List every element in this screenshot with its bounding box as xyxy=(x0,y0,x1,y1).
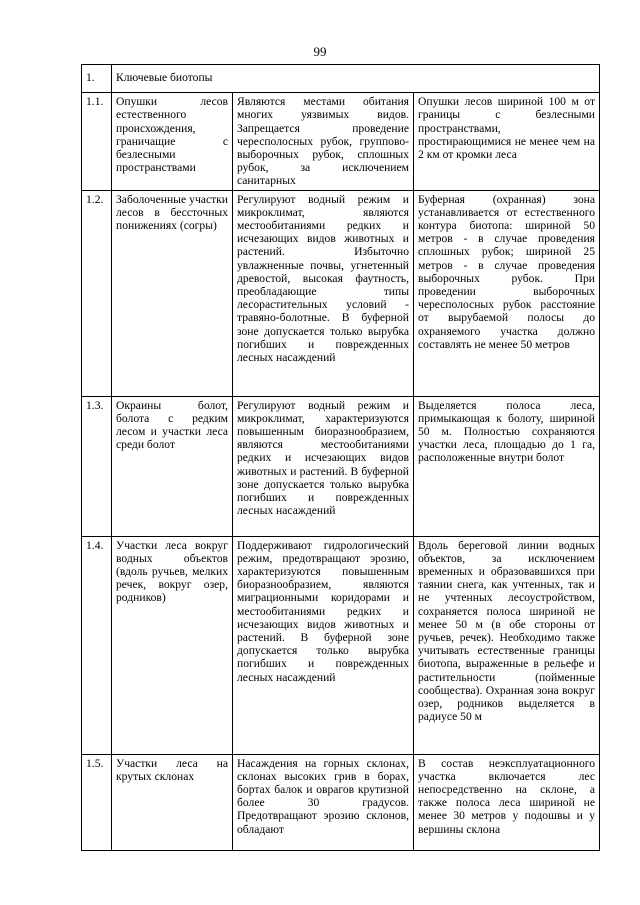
table-row xyxy=(82,536,600,754)
biotope-name: Опушки лесов естественного происхождения, граничащие с безлесными пространствами xyxy=(112,93,233,190)
table-row xyxy=(82,754,600,850)
biotopes-table xyxy=(81,64,600,851)
protection-zone: Выделяется полоса леса, примыкающая к болоту, шириной 50 м. Полностью сохраняются участки леса, площадью до 1 га, расположенные внутри болот xyxy=(414,396,600,536)
biotope-name: Окраины болот, болота с редким лесом и участки леса среди болот xyxy=(112,396,233,536)
protection-zone: В состав неэксплуатационного участка включается лес непосредственно на склоне, а также полоса леса шириной не менее 30 метров у подошвы и у вершины склона xyxy=(414,754,600,850)
biotope-name: Участки леса вокруг водных объектов (вдоль ручьев, мелких речек, вокруг озер, родников) xyxy=(112,536,233,754)
row-number: 1.3. xyxy=(82,396,112,536)
page-number: 99 xyxy=(313,44,327,59)
row-number: 1.4. xyxy=(82,536,112,754)
biotope-description: Регулируют водный режим и микроклимат, характеризуются повышенным биоразнообразием, являются местообитаниями редких и исчезающих видов животных и растений. В буферной зоне допускается только вырубка погибших и поврежденных лесных насаждений xyxy=(233,396,414,536)
table-row xyxy=(82,93,600,190)
table-row xyxy=(82,396,600,536)
section-row xyxy=(82,65,600,93)
row-number: 1.2. xyxy=(82,190,112,396)
row-number: 1.5. xyxy=(82,754,112,850)
biotope-description: Регулируют водный режим и микроклимат, являются местообитаниями редких и исчезающих видов животных и растений. Избыточно увлажненные почвы, угнетенный древостой, высокая фаутность, преобладающие типы лесорастительных условий - травяно-болотные. В буферной зоне допускается только вырубка погибших и поврежденных лесных насаждений xyxy=(233,190,414,396)
protection-zone: Вдоль береговой линии водных объектов, за исключением временных и образовавшихся при таянии снега, как учтенных, так и не учтенных лесоустройством, сохраняется полоса шириной не менее 50 м (в обе стороны от ручьев, речек). Необходимо также учитывать естественные границы биотопа, выраженные в рельефе и растительности (пойменные сообщества). Охранная зона вокруг озер, родников выделяется в радиусе 50 м xyxy=(414,536,600,754)
section-number: 1. xyxy=(82,65,112,93)
biotope-description: Являются местами обитания многих уязвимых видов. Запрещается проведение чересполосных рубок, группово-выборочных рубок, сплошных рубок, за исключением санитарных xyxy=(233,93,414,190)
protection-zone: Опушки лесов шириной 100 м от границы с безлесными пространствами, простирающимися не менее чем на 2 км от кромки леса xyxy=(414,93,600,190)
row-number: 1.1. xyxy=(82,93,112,190)
biotope-description: Поддерживают гидрологический режим, предотвращают эрозию, характеризуются повышенным биоразнообразием, являются миграционными коридорами и местообитаниями редких и исчезающих видов животных и растений. В буферной зоне допускается только вырубка погибших и поврежденных лесных насаждений xyxy=(233,536,414,754)
table-row xyxy=(82,190,600,396)
biotope-name: Заболоченные участки лесов в бессточных понижениях (согры) xyxy=(112,190,233,396)
biotope-description: Насаждения на горных склонах, склонах высоких грив в борах, бортах балок и оврагов крутизной более 30 градусов. Предотвращают эрозию склонов, обладают xyxy=(233,754,414,850)
protection-zone: Буферная (охранная) зона устанавливается от естественного контура биотопа: шириной 50 метров - в случае проведения сплошных рубок; шириной 25 метров - в случае проведения выборочных рубок. При проведении выборочных чересполосных рубок расстояние от вырубаемой полосы до охраняемого участка должно составлять не менее 50 метров xyxy=(414,190,600,396)
section-title: Ключевые биотопы xyxy=(112,65,600,93)
biotope-name: Участки леса на крутых склонах xyxy=(112,754,233,850)
